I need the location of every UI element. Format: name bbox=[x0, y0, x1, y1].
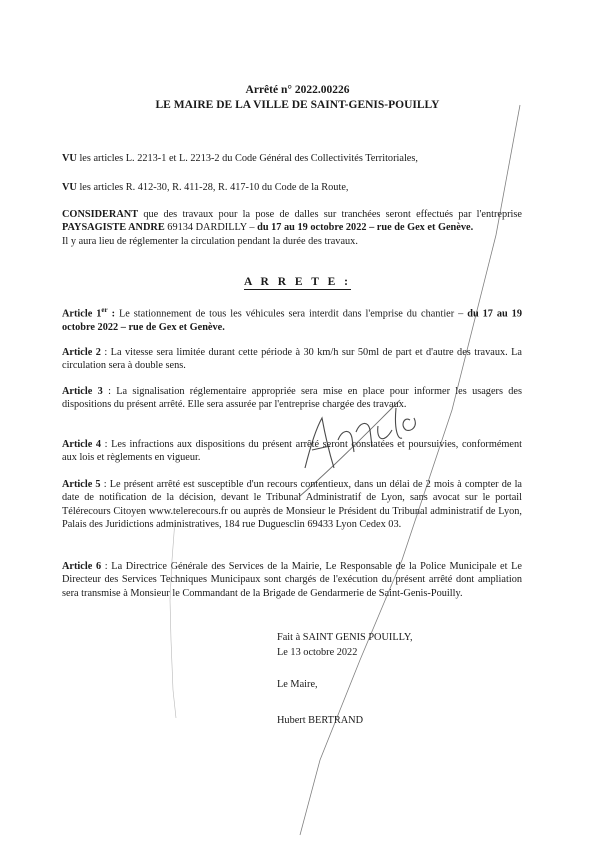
works-dates: du 17 au 19 octobre 2022 – rue de Gex et Genève. bbox=[257, 222, 474, 234]
article-colon: : bbox=[107, 308, 116, 320]
article-1 bbox=[62, 304, 522, 334]
vu-text: les articles L. 2213-1 et L. 2213-2 du Code Général des Collectivités Territoriales, bbox=[76, 153, 418, 164]
arrete-heading-text: A R R E T E : bbox=[244, 276, 351, 288]
article-text: : La vitesse sera limitée durant cette période à 30 km/h sur 50ml de part et d'autre des travaux. La circulation sera à double sens. bbox=[62, 347, 522, 372]
article-lead: Article 4 bbox=[62, 439, 102, 450]
vu-lead: VU bbox=[62, 153, 77, 164]
vu-paragraph-1 bbox=[62, 152, 522, 165]
company-location: 69134 DARDILLY – bbox=[164, 222, 258, 234]
signature-place: Fait à SAINT GENIS POUILLY, bbox=[277, 632, 413, 643]
vu-text: les articles R. 412-30, R. 411-28, R. 417-10 du Code de la Route, bbox=[76, 182, 349, 193]
article-lead: Article 6 bbox=[62, 561, 102, 572]
vu-paragraph-2 bbox=[62, 181, 522, 194]
arrete-heading bbox=[0, 276, 595, 288]
considerant-text: que des travaux pour la pose de dalles sur tranchées seront effectués par l'entreprise bbox=[138, 209, 522, 220]
article-text: : Les infractions aux dispositions du présent arrêté seront constatées et poursuivies, conformément aux lois et règlements en vigueur. bbox=[62, 439, 522, 464]
article-lead: Article 2 bbox=[62, 347, 101, 358]
issuing-authority: LE MAIRE DE LA VILLE DE SAINT-GENIS-POUILLY bbox=[155, 99, 440, 111]
article-6 bbox=[62, 560, 522, 600]
company-name: PAYSAGISTE ANDRE bbox=[62, 222, 165, 234]
decree-number: Arrêté n° 2022.00226 bbox=[245, 84, 350, 96]
signature-date: Le 13 octobre 2022 bbox=[277, 647, 358, 658]
vu-lead: VU bbox=[62, 182, 77, 193]
document-header bbox=[0, 83, 595, 113]
article-bold-text: du 17 au 19 octobre 2022 – rue de Gex et Genève. bbox=[62, 308, 522, 333]
article-text: : La signalisation réglementaire appropriée sera mise en place pour informer les usagers des dispositions du présent arrêté. Elle sera assurée par l'entreprise chargée des travaux. bbox=[62, 386, 522, 411]
considerant-paragraph bbox=[62, 208, 522, 248]
article-sup: er bbox=[101, 306, 108, 314]
article-text: : Le présent arrêté est susceptible d'un recours contentieux, dans un délai de 2 mois à compter de la date de notification de la décision, devant le Tribunal Administratif de Lyon, sans avocat sur le portail Télérecours Citoyen www.telerecours.fr ou auprès de Monsieur le Président du Tribunal administratif de Lyon, Palais des Juridictions administratives, 184 rue Duguesclin 69433 Lyon Cedex 03. bbox=[62, 479, 522, 531]
article-lead: Article 1 bbox=[62, 308, 102, 320]
article-lead: Article 3 bbox=[62, 386, 103, 397]
article-lead: Article 5 bbox=[62, 479, 101, 490]
considerant-lead: CONSIDERANT bbox=[62, 209, 139, 220]
article-text: : La Directrice Générale des Services de la Mairie, Le Responsable de la Police Municipale et Le Directeur des Services Techniques Municipaux sont chargés de l'exécution du présent arrêté dont ampliation sera transmise à Monsieur le Commandant de la Brigade de Gendarmerie de Saint-Genis-Pouilly. bbox=[62, 561, 522, 599]
considerant-conclusion: Il y aura lieu de réglementer la circulation pendant la durée des travaux. bbox=[62, 235, 358, 247]
signature-role: Le Maire, bbox=[277, 679, 318, 690]
article-text: Le stationnement de tous les véhicules sera interdit dans l'emprise du chantier – bbox=[115, 308, 468, 320]
signatory-name: Hubert BERTRAND bbox=[277, 715, 364, 726]
article-4 bbox=[62, 438, 522, 465]
article-2 bbox=[62, 346, 522, 373]
article-5 bbox=[62, 478, 522, 532]
article-3 bbox=[62, 385, 522, 412]
